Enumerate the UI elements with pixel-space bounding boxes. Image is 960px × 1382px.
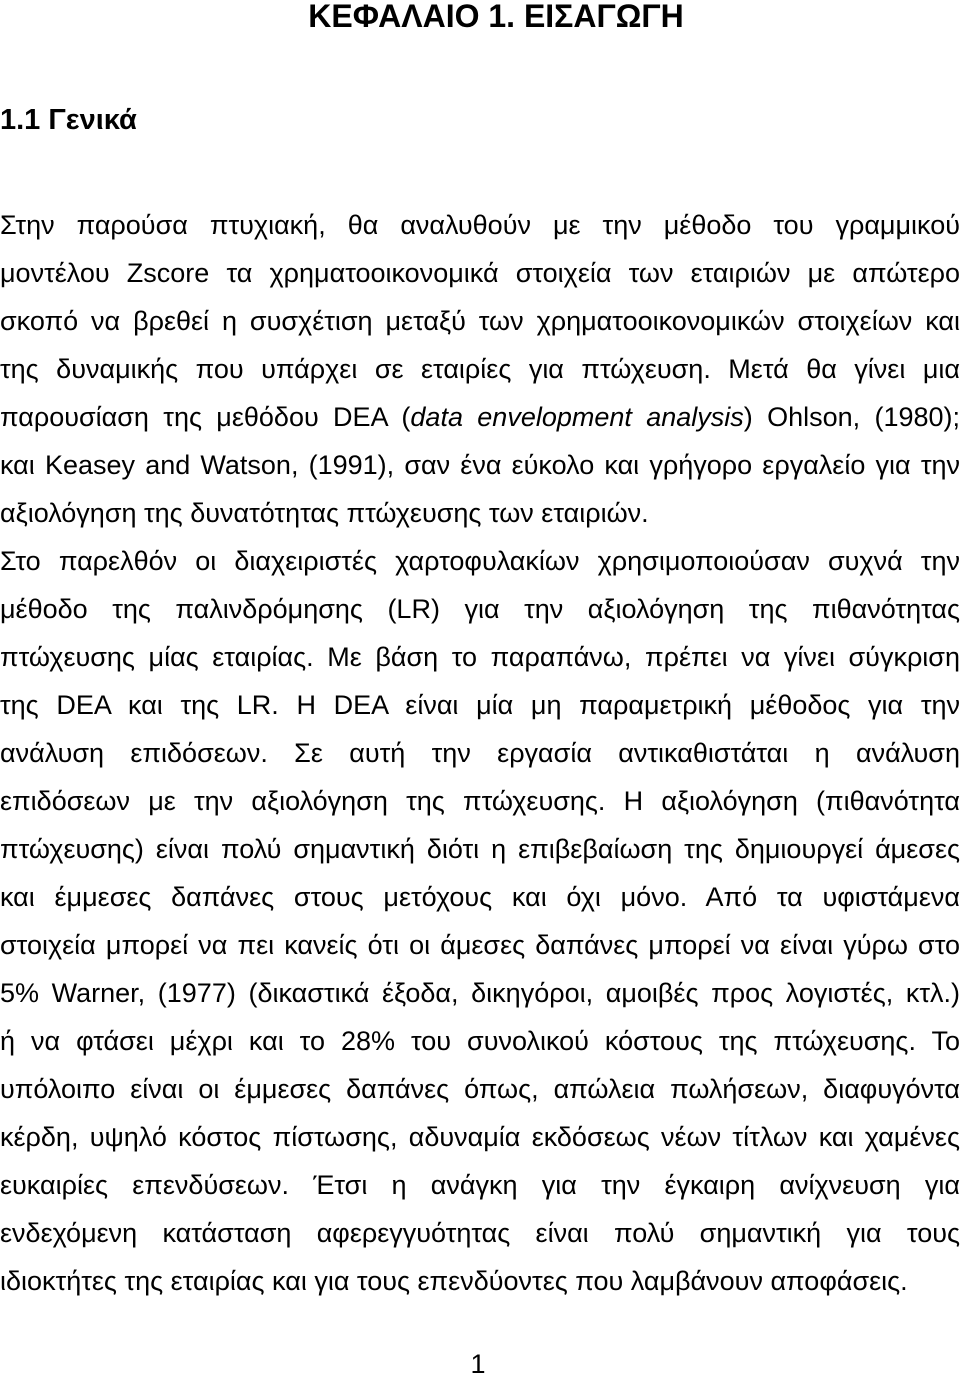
paragraph	[0, 537, 960, 1305]
text-line: ιδιοκτήτες της εταιρίας και για τους επενδύοντες που λαμβάνουν αποφάσεις.	[0, 1266, 908, 1296]
text-line: Στο παρελθόν οι διαχειριστές χαρτοφυλακίων χρησιμοποιούσαν συχνά την	[0, 546, 960, 576]
text-line: ενδεχόμενη κατάσταση αφερεγγυότητας είναι πολύ σημαντική για τους	[0, 1218, 960, 1248]
text-line: και έμμεσες δαπάνες στους μετόχους και όχι μόνο. Από τα υφιστάμενα	[0, 882, 960, 912]
body-text	[0, 201, 960, 1305]
section-heading: 1.1 Γενικά	[0, 104, 137, 136]
text-line: ανάλυση επιδόσεων. Σε αυτή την εργασία αντικαθιστάται η ανάλυση	[0, 738, 960, 768]
text-line: στοιχεία μπορεί να πει κανείς ότι οι άμεσες δαπάνες μπορεί να είναι γύρω στο	[0, 930, 960, 960]
text-line: 5% Warner, (1977) (δικαστικά έξοδα, δικηγόροι, αμοιβές προς λογιστές, κτλ.)	[0, 978, 960, 1008]
text-line: της DEA και της LR. Η DEA είναι μία μη παραμετρική μέθοδος για την	[0, 690, 960, 720]
text-line: κέρδη, υψηλό κόστος πίστωσης, αδυναμία εκδόσεως νέων τίτλων και χαμένες	[0, 1122, 960, 1152]
text-line: ευκαιρίες επενδύσεων. Έτσι η ανάγκη για την έγκαιρη ανίχνευση για	[0, 1170, 960, 1200]
text-line: πτώχευσης μίας εταιρίας. Με βάση το παραπάνω, πρέπει να γίνει σύγκριση	[0, 642, 960, 672]
text-line: μοντέλου Zscore τα χρηματοοικονομικά στοιχεία των εταιριών με απώτερο	[0, 258, 960, 288]
text-line: της δυναμικής που υπάρχει σε εταιρίες για πτώχευση. Μετά θα γίνει μια	[0, 354, 960, 384]
chapter-title: ΚΕΦΑΛΑΙΟ 1. ΕΙΣΑΓΩΓΗ	[308, 0, 684, 34]
text-segment: παρουσίαση της μεθόδου DEA (	[0, 402, 411, 432]
text-line: πτώχευσης) είναι πολύ σημαντική διότι η επιβεβαίωση της δημιουργεί άμεσες	[0, 834, 960, 864]
text-line: υπόλοιπο είναι οι έμμεσες δαπάνες όπως, απώλεια πωλήσεων, διαφυγόντα	[0, 1074, 960, 1104]
text-segment: ) Ohlson, (1980);	[743, 402, 960, 432]
paragraph	[0, 201, 960, 537]
text-line: και Keasey and Watson, (1991), σαν ένα εύκολο και γρήγορο εργαλείο για την	[0, 450, 960, 480]
text-line: αξιολόγηση της δυνατότητας πτώχευσης των εταιριών.	[0, 498, 649, 528]
text-line: σκοπό να βρεθεί η συσχέτιση μεταξύ των χρηματοοικονομικών στοιχείων και	[0, 306, 960, 336]
text-line: μέθοδο της παλινδρόμησης (LR) για την αξιολόγηση της πιθανότητας	[0, 594, 960, 624]
italic-term: data envelopment analysis	[410, 402, 744, 432]
page-number: 1	[470, 1349, 486, 1379]
text-line: ή να φτάσει μέχρι και το 28% του συνολικού κόστους της πτώχευσης. Το	[0, 1026, 960, 1056]
text-line: επιδόσεων με την αξιολόγηση της πτώχευσης. Η αξιολόγηση (πιθανότητα	[0, 786, 960, 816]
text-line: Στην παρούσα πτυχιακή, θα αναλυθούν με την μέθοδο του γραμμικού	[0, 210, 960, 240]
text-line	[0, 393, 960, 441]
